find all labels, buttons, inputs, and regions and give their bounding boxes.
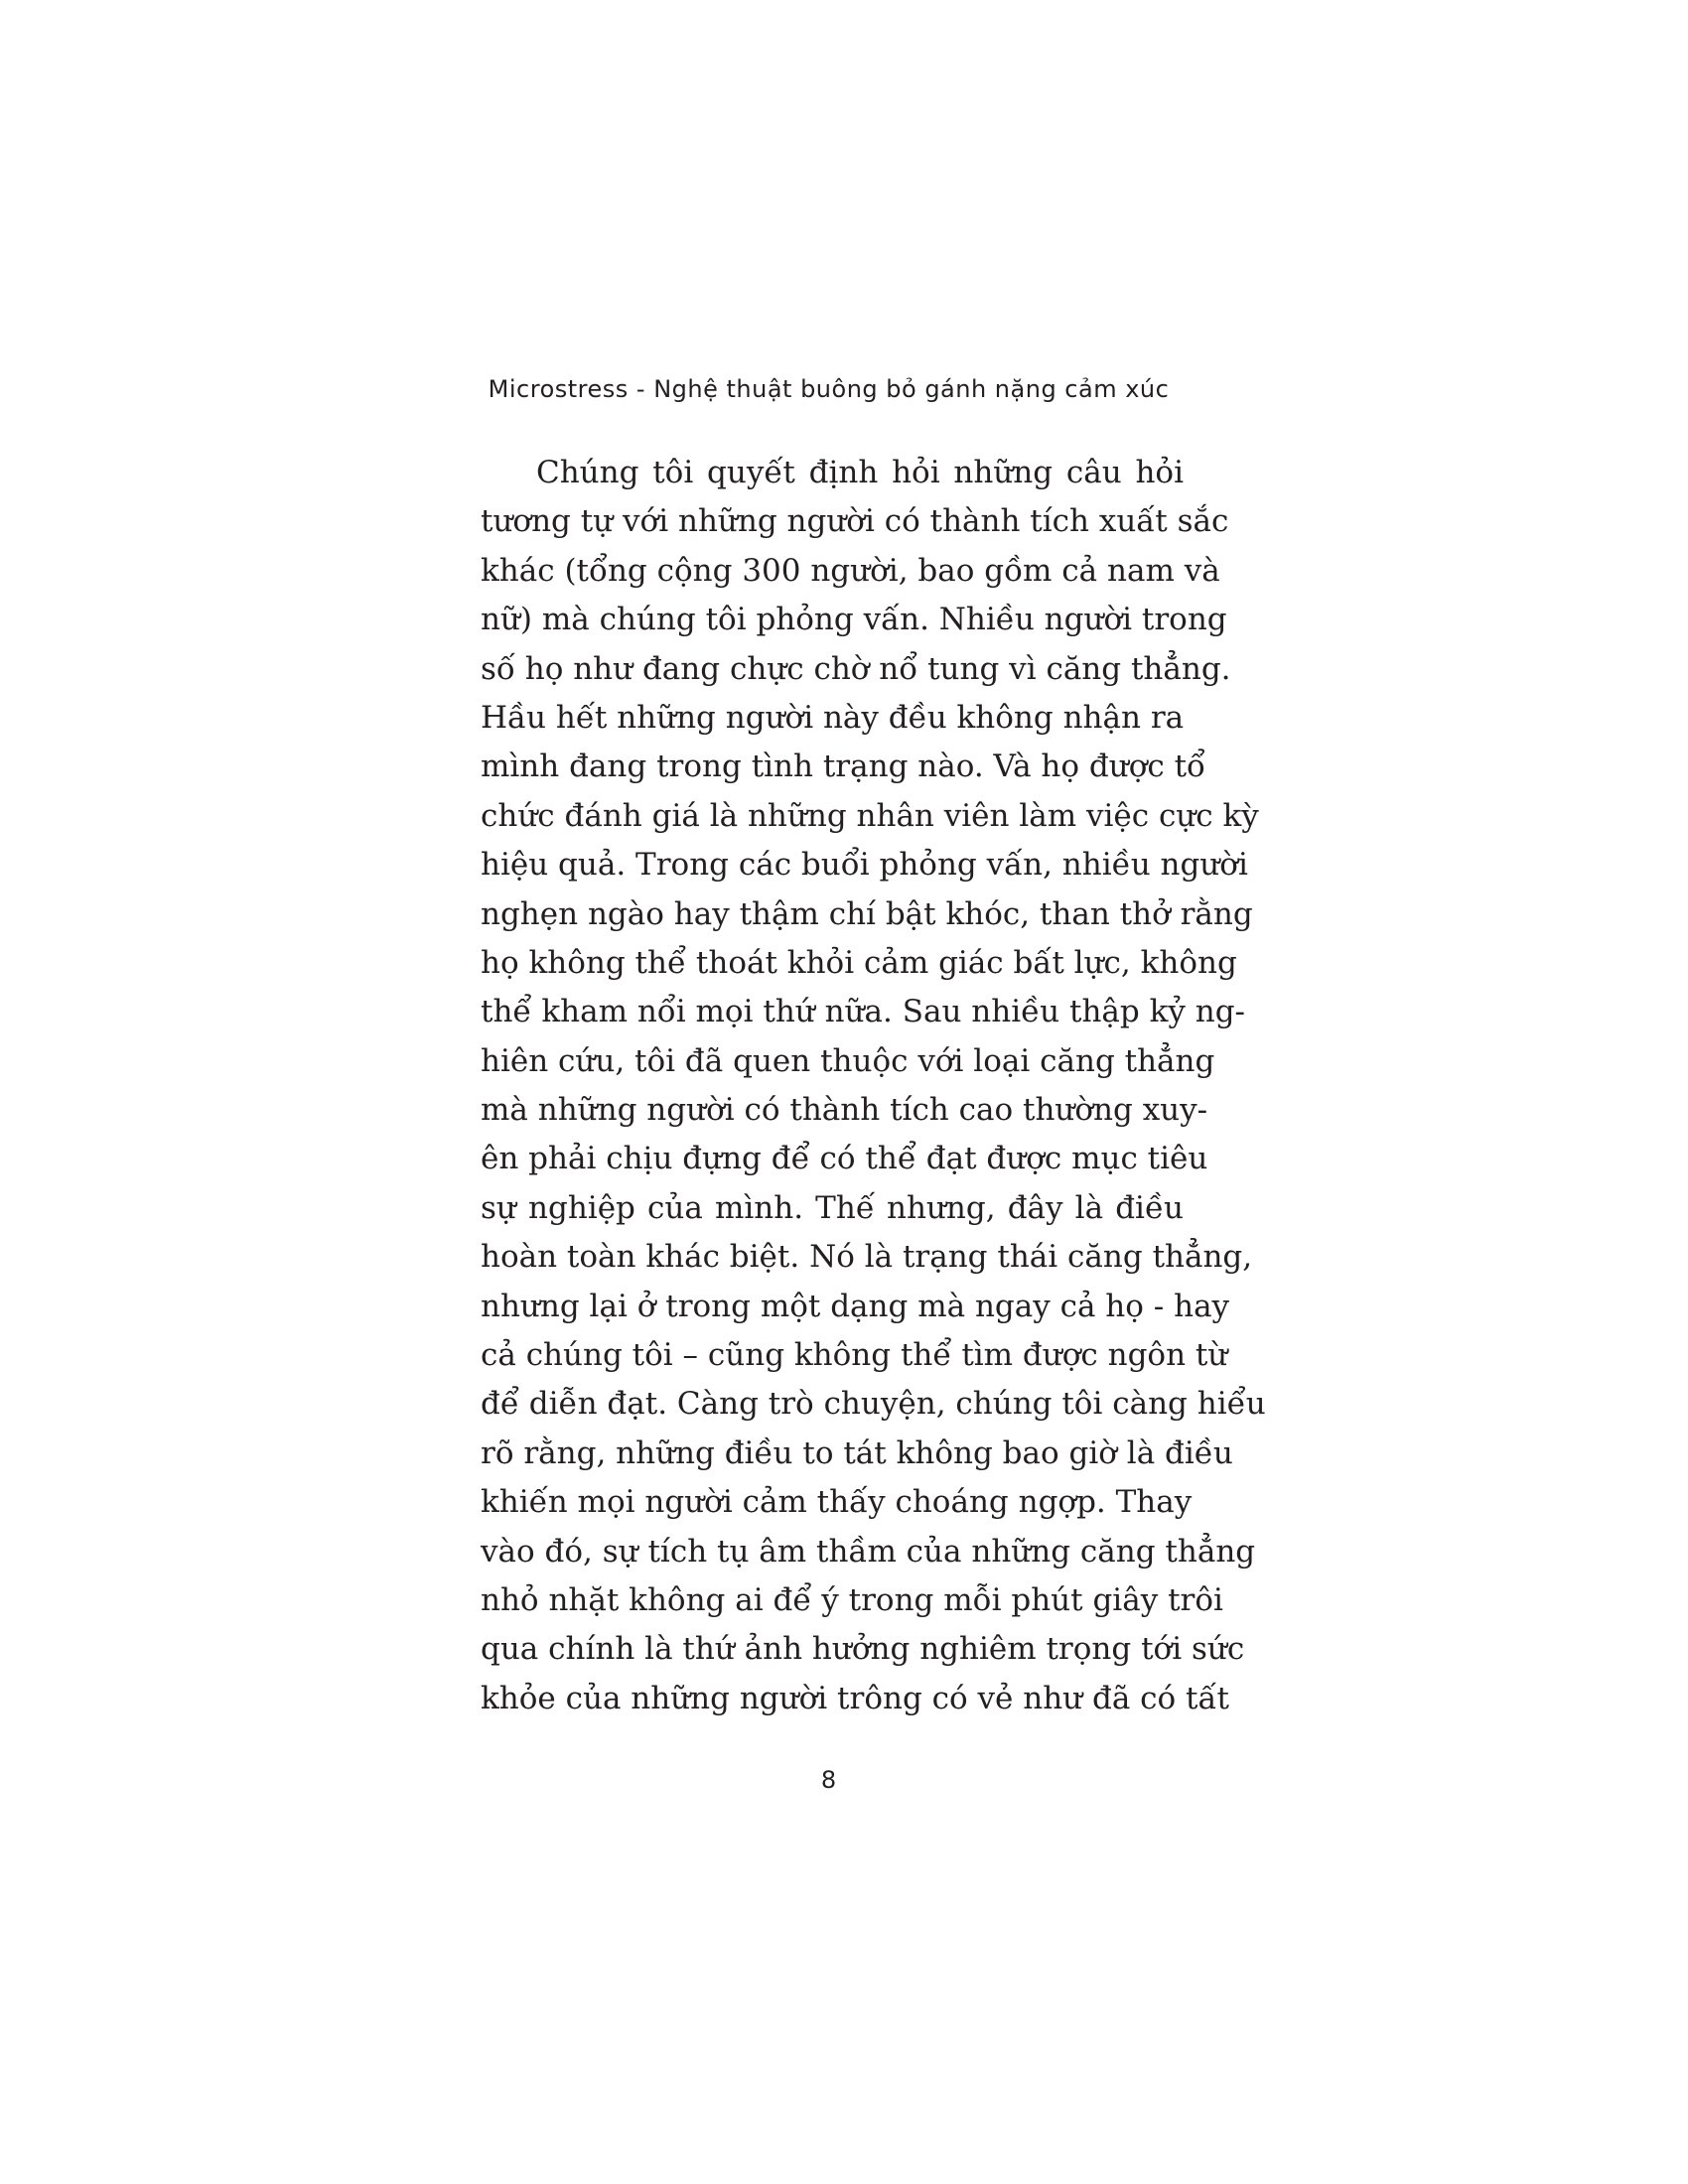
text-line: hoàn toàn khác biệt. Nó là trạng thái căng thẳng, [481,1239,1253,1276]
text-line: họ không thể thoát khỏi cảm giác bất lực, không [481,944,1237,981]
text-line: hiên cứu, tôi đã quen thuộc với loại căng thẳng [481,1042,1215,1079]
text-line: khỏe của những người trông có vẻ như đã có tất [481,1680,1229,1716]
text-line: khiến mọi người cảm thấy choáng ngợp. Thay [481,1484,1193,1521]
text-line: qua chính là thứ ảnh hưởng nghiêm trọng tới sức [481,1631,1245,1668]
text-line: vào đó, sự tích tụ âm thầm của những căng thẳng [481,1533,1256,1570]
text-line: nữ) mà chúng tôi phỏng vấn. Nhiều người trong [481,602,1227,638]
text-line: cả chúng tôi – cũng không thể tìm được ngôn từ [481,1337,1228,1374]
text-line: Hầu hết những người này đều không nhận ra [481,699,1185,736]
page-number: 8 [820,1766,837,1794]
text-line: ên phải chịu đựng để có thể đạt được mục tiêu [481,1141,1208,1177]
text-line: rõ rằng, những điều to tát không bao giờ là điều [481,1434,1233,1471]
text-line: hiệu quả. Trong các buổi phỏng vấn, nhiều người [481,847,1248,884]
text-line: sự nghiệp của mình. Thế nhưng, đây là điều [481,1189,1184,1226]
text-line: nghẹn ngào hay thậm chí bật khóc, than thở rằng [481,895,1253,932]
text-line: Chúng tôi quyết định hỏi những câu hỏi [536,455,1184,490]
text-line: tương tự với những người có thành tích xuất sắc [481,503,1229,540]
text-line: số họ như đang chực chờ nổ tung vì căng thẳng. [481,650,1231,687]
body-paragraph [481,449,1266,1723]
text-line: mình đang trong tình trạng nào. Và họ được tổ [481,749,1206,785]
running-header-title: Microstress - Nghệ thuật buông bỏ gánh nặng cảm xúc [488,375,1170,403]
text-line: mà những người có thành tích cao thường xuy- [481,1092,1208,1129]
text-line: thể kham nổi mọi thứ nữa. Sau nhiều thập kỷ ng- [481,994,1246,1030]
text-line: khác (tổng cộng 300 người, bao gồm cả nam và [481,552,1220,589]
text-line: nhỏ nhặt không ai để ý trong mỗi phút giây trôi [481,1581,1223,1618]
text-line: để diễn đạt. Càng trò chuyện, chúng tôi càng hiểu [481,1386,1266,1423]
text-line: nhưng lại ở trong một dạng mà ngay cả họ - hay [481,1288,1230,1324]
text-line: chức đánh giá là những nhân viên làm việc cực kỳ [481,797,1259,834]
